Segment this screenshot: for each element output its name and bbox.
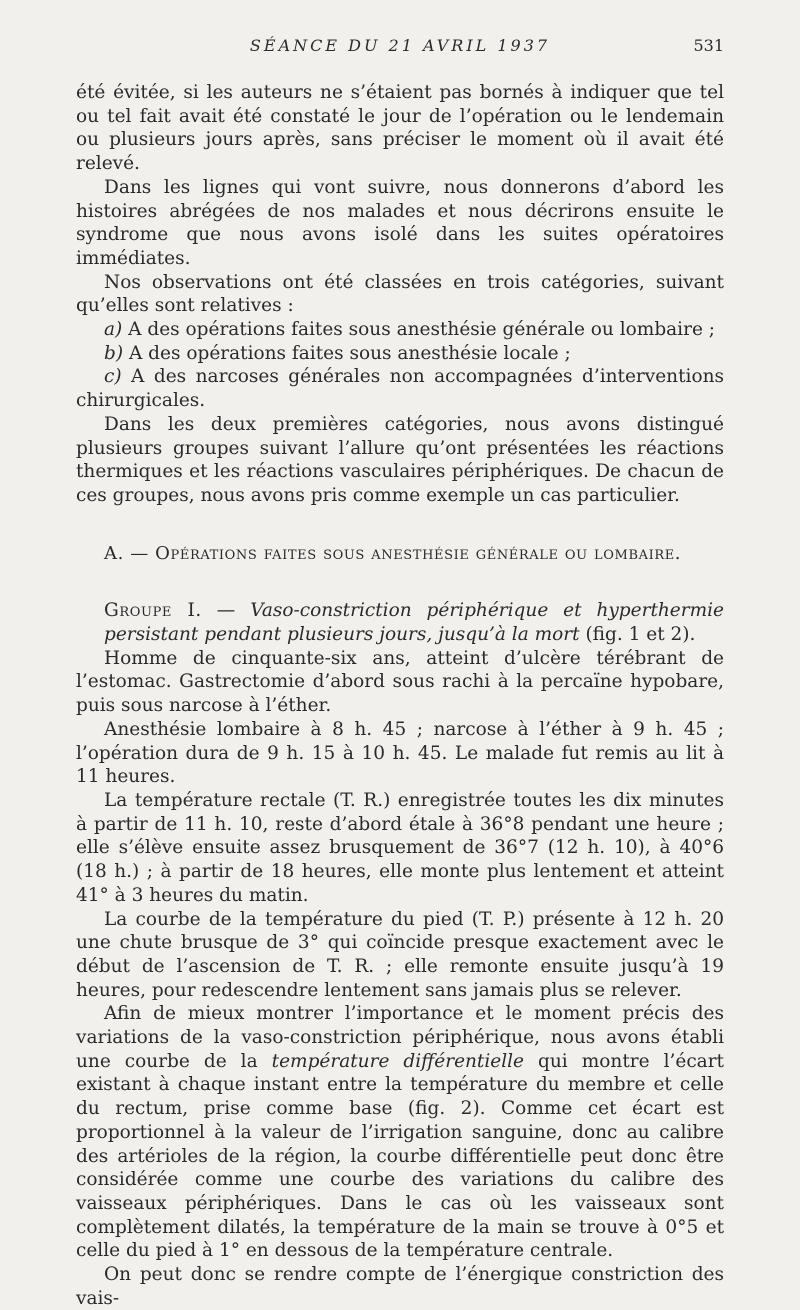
paragraph-groups: Dans les deux premières catégories, nous avons distingué plusieurs groupes suivant l’allure qu’ont présentées les réactions thermiques et les réactions vasculaires périphériques. De chacun de ces groupes, nous avons pris comme exemple un cas particulier. bbox=[76, 413, 724, 506]
paragraph-case: Homme de cinquante-six ans, atteint d’ulcère térébrant de l’estomac. Gastrectomie d’abord sous rachi à la percaïne hypobare, puis sous narcose à l’éther. bbox=[76, 647, 724, 717]
section-heading: A. — Opérations faites sous anesthésie générale ou lombaire. bbox=[104, 542, 682, 564]
list-marker-c: c) bbox=[104, 366, 122, 388]
list-text-c: A des narcoses générales non accompagnées d’interventions chirurgicales. bbox=[76, 366, 724, 412]
group-dash: — bbox=[201, 600, 251, 622]
paragraph-anesthesia: Anesthésie lombaire à 8 h. 45 ; narcose à l’éther à 9 h. 45 ; l’opération dura de 9 h. 15 à 10 h. 45. Le malade fut remis au lit à 11 heures. bbox=[76, 718, 724, 788]
list-marker-b: b) bbox=[104, 342, 124, 364]
group-title: Vaso-constriction périphérique et hyperthermie persistant pendant plusieurs jours, jusqu’à la mort bbox=[104, 600, 724, 646]
paragraph-constriction: On peut donc se rendre compte de l’énergique constriction des vais- bbox=[76, 1264, 724, 1309]
differential-text-start: Afin de mieux montrer l’importance et le moment précis des variations de la vaso-constriction périphérique, nous avons établi une courbe de la bbox=[76, 1003, 724, 1072]
page-header bbox=[76, 36, 724, 60]
list-item-c bbox=[76, 365, 724, 412]
group-heading bbox=[76, 599, 724, 646]
paragraph-introduction: Dans les lignes qui vont suivre, nous donnerons d’abord les histoires abrégées de nos malades et nous décrirons ensuite le syndrome que nous avons isolé dans les suites opératoires immédiates. bbox=[76, 176, 724, 269]
paragraph-differential-curve bbox=[76, 1002, 724, 1263]
group-figure-ref: (fig. 1 et 2). bbox=[579, 624, 696, 646]
group-label: Groupe I. bbox=[104, 600, 202, 622]
paragraph-continuation: été évitée, si les auteurs ne s’étaient pas bornés à indiquer que tel ou tel fait avait été constaté le jour de l’opération ou le lendemain ou plusieurs jours après, sans préciser le moment où il avait été relevé. bbox=[76, 82, 724, 175]
paragraph-categories: Nos observations ont été classées en trois catégories, suivant qu’elles sont relatives : bbox=[76, 271, 724, 317]
differential-text-end: qui montre l’écart existant à chaque instant entre la température du membre et celle du rectum, prise comme base (fig. 2). Comme cet écart est proportionnel à la valeur de l’irrigation sanguine, donc au calibre des artérioles de la région, la courbe différentielle peut donc être considérée comme une courbe des variations du calibre des vaisseaux périphériques. Dans le cas où les vaisseaux sont complètement dilatés, la température de la main se trouve à 0°5 et celle du pied à 1° en dessous de la température centrale. bbox=[76, 1050, 724, 1262]
page-body bbox=[76, 81, 724, 1310]
page-number: 531 bbox=[693, 36, 724, 55]
list-text-a: A des opérations faites sous anesthésie générale ou lombaire ; bbox=[122, 319, 716, 341]
list-item-a bbox=[76, 318, 724, 342]
paragraph-foot-temperature: La courbe de la température du pied (T. P.) présente à 12 h. 20 une chute brusque de 3° qui coïncide presque exactement avec le début de l’ascension de T. R. ; elle remonte ensuite jusqu’à 19 heures, pour redescendre lentement sans jamais plus se relever. bbox=[76, 908, 724, 1001]
paragraph-rectal-temperature: La température rectale (T. R.) enregistrée toutes les dix minutes à partir de 11 h. 10, reste d’abord étale à 36°8 pendant une heure ; elle s’élève ensuite assez brusquement de 36°7 (12 h. 10), à 40°6 (18 h.) ; à partir de 18 heures, elle monte plus lentement et atteint 41° à 3 heures du matin. bbox=[76, 789, 724, 906]
running-head: SÉANCE DU 21 AVRIL 1937 bbox=[249, 36, 551, 55]
differential-term: température différentielle bbox=[271, 1050, 525, 1072]
list-text-b: A des opérations faites sous anesthésie locale ; bbox=[123, 342, 571, 364]
list-marker-a: a) bbox=[104, 319, 123, 341]
list-item-b bbox=[76, 342, 724, 366]
